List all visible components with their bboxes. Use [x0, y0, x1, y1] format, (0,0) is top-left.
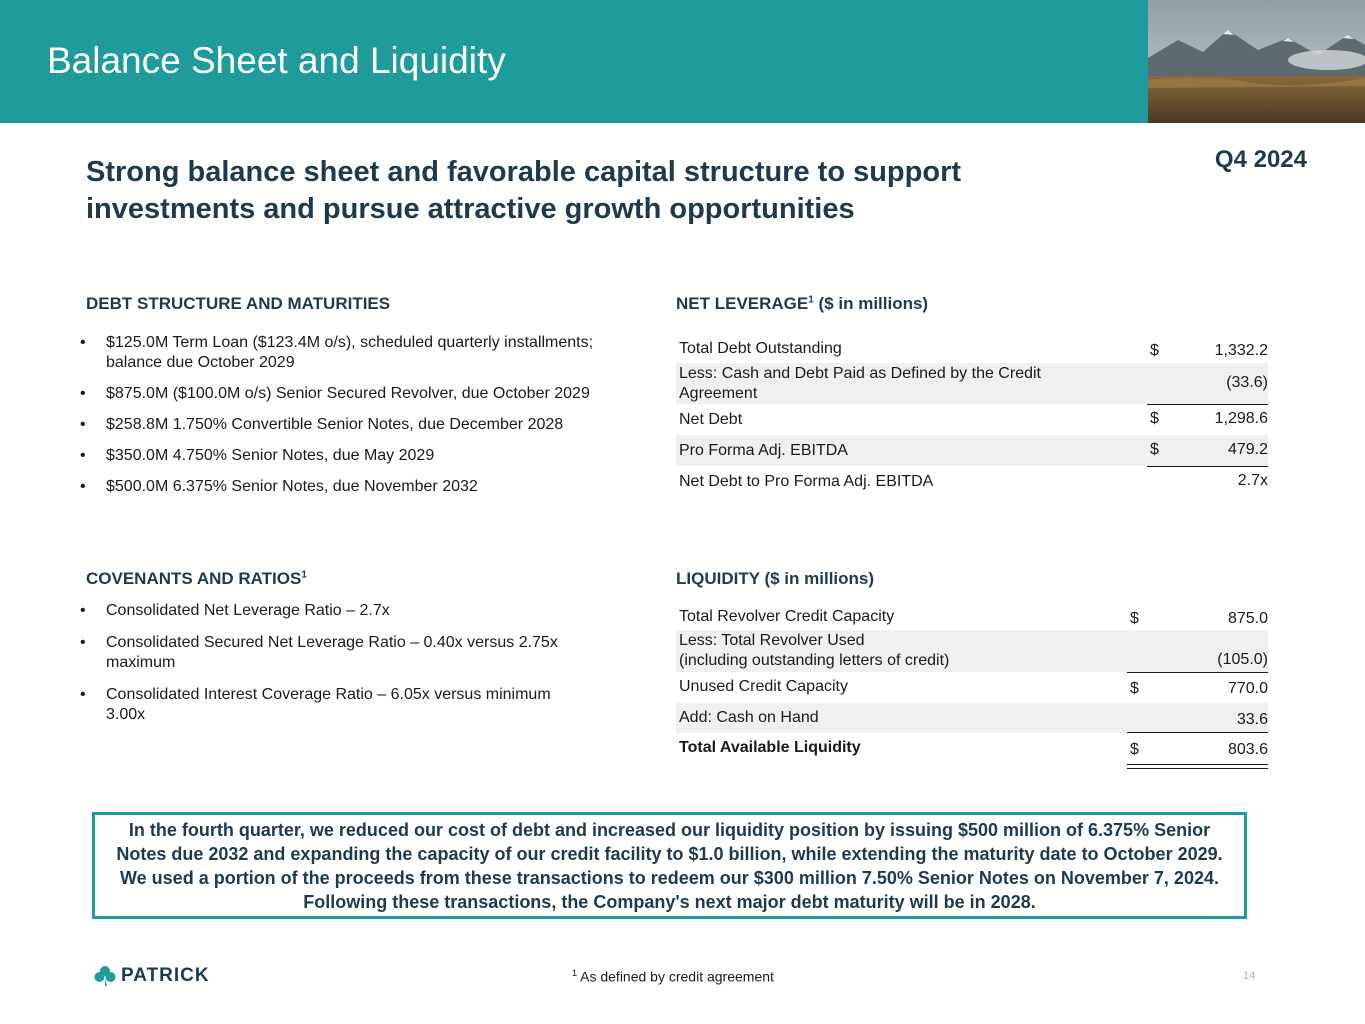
table-row	[676, 404, 1268, 435]
total-double-rule	[1127, 768, 1268, 769]
table-row	[676, 672, 1268, 703]
row-value: 1,332.2	[1214, 342, 1268, 359]
table-row	[676, 733, 1268, 765]
headline: Strong balance sheet and favorable capital structure to support investments and pursue attractive growth opportunities	[86, 156, 962, 225]
row-label-continued: (including outstanding letters of credit)	[679, 652, 950, 669]
total-double-rule	[1127, 764, 1268, 765]
row-label: Less: Total Revolver Used	[679, 632, 865, 649]
header-bar	[0, 0, 1148, 123]
row-label: Add: Cash on Hand	[679, 709, 819, 726]
footnote-marker: 1	[301, 569, 307, 581]
shamrock-icon	[94, 965, 116, 987]
net-leverage-title	[676, 294, 928, 314]
liquidity-title: LIQUIDITY ($ in millions)	[676, 569, 875, 588]
list-item: • $875.0M ($100.0M o/s) Senior Secured Revolver, due October 2029	[80, 384, 610, 404]
table-row	[676, 703, 1268, 733]
covenants-list	[80, 601, 560, 725]
row-label: Pro Forma Adj. EBITDA	[679, 442, 848, 459]
covenants-title-text: COVENANTS AND RATIOS	[86, 569, 302, 588]
row-label: Less: Cash and Debt Paid as Defined by the Credit Agreement	[679, 365, 1041, 402]
row-value: 479.2	[1227, 441, 1268, 458]
table-row	[676, 630, 1268, 672]
row-currency: $	[1150, 441, 1159, 458]
row-label: Net Debt to Pro Forma Adj. EBITDA	[679, 473, 934, 490]
list-item: • Consolidated Interest Coverage Ratio – 6.05x versus minimum 3.00x	[80, 685, 560, 725]
footnote-text: As defined by credit agreement	[577, 968, 774, 985]
subtotal-rule	[1147, 404, 1268, 405]
net-leverage-title-suffix: ($ in millions)	[813, 294, 929, 313]
row-label: Total Debt Outstanding	[679, 340, 842, 357]
logo-wordmark: PATRICK	[121, 965, 210, 986]
row-value: 875.0	[1227, 610, 1268, 627]
table-row	[676, 363, 1268, 404]
row-value: 803.6	[1227, 741, 1268, 758]
row-label: Unused Credit Capacity	[679, 678, 848, 695]
covenants-title	[86, 569, 307, 589]
row-label: Total Revolver Credit Capacity	[679, 608, 895, 625]
net-leverage-table	[676, 333, 1268, 498]
callout-box	[92, 812, 1247, 919]
footnote-marker: 1	[808, 294, 814, 306]
net-leverage-title-text: NET LEVERAGE	[676, 294, 809, 313]
debt-structure-title: DEBT STRUCTURE AND MATURITIES	[86, 294, 391, 313]
subtotal-rule	[1147, 466, 1268, 467]
quarter-label: Q4 2024	[1214, 146, 1307, 173]
row-currency: $	[1150, 342, 1159, 359]
row-currency: $	[1130, 610, 1139, 627]
subtotal-rule	[1127, 732, 1268, 733]
patrick-logo	[94, 964, 210, 988]
list-item: • $350.0M 4.750% Senior Notes, due May 2029	[80, 446, 610, 466]
row-label: Net Debt	[679, 411, 743, 428]
row-value: 1,298.6	[1214, 410, 1268, 427]
page-number: 14	[1243, 970, 1256, 982]
table-row	[676, 601, 1268, 630]
callout-text: In the fourth quarter, we reduced our cost of debt and increased our liquidity position by issuing $500 million of 6.375% Senior Notes due 2032 and expanding the capacity of our credit facility to $1.0 billion, while extending the maturity date to October 2029. We used a portion of the proceeds from these transactions to redeem our $300 million 7.50% Senior Notes on November 7, 2024. Following these transactions, the Company's next major debt maturity will be in 2028.	[116, 819, 1223, 912]
liquidity-table	[676, 601, 1268, 776]
list-item: • $258.8M 1.750% Convertible Senior Notes, due December 2028	[80, 415, 610, 435]
page-title: Balance Sheet and Liquidity	[47, 40, 506, 81]
list-item: • Consolidated Secured Net Leverage Ratio – 0.40x versus 2.75x maximum	[80, 633, 560, 673]
table-row	[676, 466, 1268, 497]
row-value: (33.6)	[1226, 374, 1268, 391]
list-item: • $125.0M Term Loan ($123.4M o/s), scheduled quarterly installments; balance due October 2029	[80, 333, 610, 373]
list-item: • Consolidated Net Leverage Ratio – 2.7x	[80, 601, 560, 621]
row-value: 2.7x	[1237, 472, 1268, 489]
table-row	[676, 435, 1268, 466]
table-row	[676, 333, 1268, 363]
footnote-marker: 1	[572, 968, 578, 978]
row-currency: $	[1150, 410, 1159, 427]
row-label: Total Available Liquidity	[679, 739, 861, 756]
row-value: (105.0)	[1217, 651, 1268, 668]
subtotal-rule	[1127, 672, 1268, 673]
row-value: 33.6	[1236, 711, 1268, 728]
row-currency: $	[1130, 741, 1139, 758]
row-value: 770.0	[1227, 680, 1268, 697]
list-item: • $500.0M 6.375% Senior Notes, due November 2032	[80, 477, 610, 497]
landscape-photo	[1148, 0, 1365, 123]
row-currency: $	[1130, 680, 1139, 697]
footnote	[572, 968, 774, 985]
debt-structure-list	[80, 333, 610, 497]
